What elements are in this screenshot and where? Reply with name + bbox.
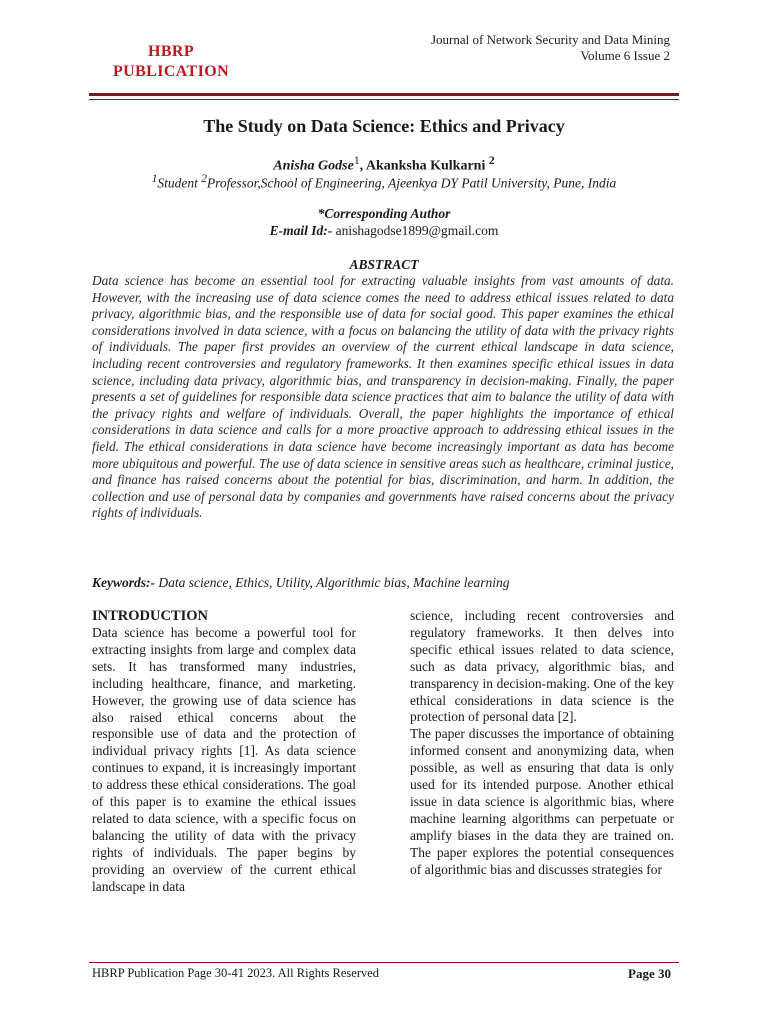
right-column — [410, 608, 674, 879]
email-line — [0, 223, 768, 239]
journal-volume: Volume 6 Issue 2 — [580, 48, 670, 63]
affil-role-1: Student — [157, 175, 198, 191]
right-column-para-2: The paper discusses the importance of obtaining informed consent and anonymizing data, when possible, as well as ensuring that data is only used for its intended purpose. Another ethical issue in data science is algorithmic bias, where machine learning algorithms can perpetuate or amplify biases in the data they are trained on. The paper explores the potential consequences of algorithmic bias and discusses strategies for — [410, 726, 674, 877]
affil-rest: Professor,School of Engineering, Ajeenkya DY Patil University, Pune, India — [206, 175, 617, 191]
affil-sup-2: 2 — [201, 173, 207, 185]
publisher-logo: HBRP PUBLICATION — [112, 43, 230, 80]
footer-rule — [89, 962, 679, 963]
abstract-text: Data science has become an essential tool for extracting valuable insights from vast amounts of data. However, with the increasing use of data science comes the need to address ethical issues related to data privacy, algorithmic bias, and the responsible use of data for social good. This paper examines the ethical considerations involved in data science, with a focus on balancing the utility of data with the privacy rights of individuals. The paper first provides an overview of the current ethical landscape in data science, including recent controversies and regulatory frameworks. It then examines specific ethical issues in data science, including data privacy, algorithmic bias, and transparency in decision-making. Finally, the paper presents a set of guidelines for responsible data science practices that aim to balance the utility of data with the privacy rights and welfare of individuals. Overall, the paper highlights the importance of ethical considerations in data science and calls for a more proactive approach to addressing ethical issues in the field. The ethical considerations in data science have become increasingly important as data has become more ubiquitous and powerful. The use of data science in sensitive areas such as healthcare, criminal justice, and finance has raised concerns about the potential for bias, discrimination, and harm. In addition, the collection and use of personal data by companies and governments have raised concerns about the privacy rights of individuals. — [92, 273, 674, 521]
page-number: Page 30 — [628, 966, 671, 981]
right-column-para-1: science, including recent controversies and regulatory frameworks. It then delves into specific ethical issues related to data science, such as data privacy, algorithmic bias, and transparency in decision-making. One of the key ethical considerations in data science is the protection of personal data [2]. — [410, 608, 674, 725]
author-1: Anisha Godse — [273, 158, 354, 174]
abstract-heading: ABSTRACT — [349, 257, 419, 272]
left-column — [92, 608, 356, 896]
email-label: E-mail Id:- — [269, 223, 333, 238]
keywords-line — [92, 575, 509, 591]
header-rule-thin — [89, 99, 679, 100]
left-column-text: Data science has become a powerful tool for extracting insights from large and complex data sets. It has transformed many industries, including healthcare, finance, and marketing. However, the growing use of data science has also raised ethical concerns about the responsible use of data and the protection of individual privacy rights [1]. As data science continues to expand, it is increasingly important to address these ethical considerations. The goal of this paper is to examine the ethical issues related to data science, with a specific focus on balancing the utility of data with the privacy rights of individuals. The paper begins by providing an overview of the current ethical landscape in data — [92, 625, 356, 894]
author-2-sup: 2 — [488, 154, 495, 167]
affil-sup-1: 1 — [151, 173, 158, 185]
corresponding-author: *Corresponding Author — [317, 206, 451, 221]
affiliation — [0, 173, 768, 192]
author-line: Anisha Godse$^1$, Akanksha Kulkarni $^2$ — [273, 154, 495, 174]
journal-name: Journal of Network Security and Data Mining — [430, 32, 670, 47]
introduction-heading: INTRODUCTION — [92, 608, 209, 624]
author-2: Akanksha Kulkarni — [365, 158, 486, 174]
email-address: anishagodse1899@gmail.com — [335, 223, 499, 238]
keywords-label: Keywords:- — [92, 575, 155, 590]
journal-info — [431, 32, 670, 64]
header-rule — [89, 93, 679, 96]
keywords-list: Data science, Ethics, Utility, Algorithmic bias, Machine learning — [155, 575, 510, 590]
paper-title: The Study on Data Science: Ethics and Privacy — [203, 116, 565, 136]
footer-copyright: HBRP Publication Page 30-41 2023. All Rights Reserved — [92, 966, 380, 980]
author-1-sup: 1 — [353, 154, 360, 167]
